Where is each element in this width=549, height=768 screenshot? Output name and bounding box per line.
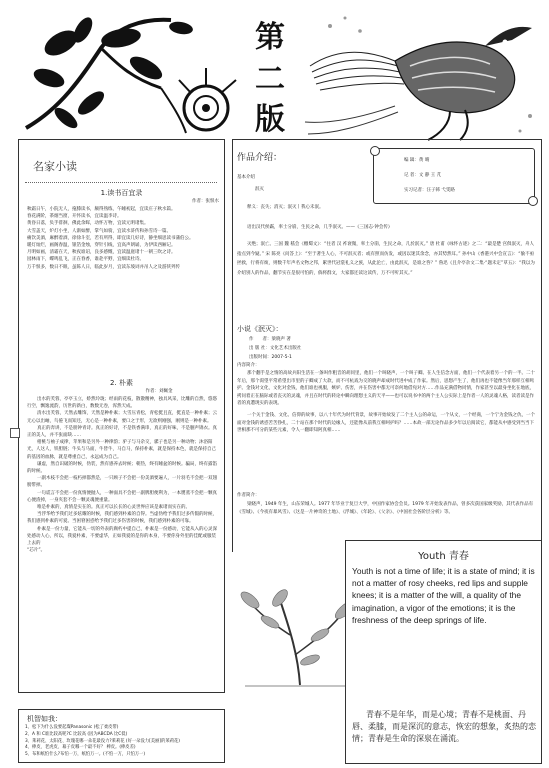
s1-para: 痛饮美酒，麻醉着酒，徐徐斗室，若有所得，即宜读几好诗，静坐细思读书蒲伯公。	[27, 235, 194, 241]
section1-author: 作者：张恨水	[192, 199, 219, 204]
explain-line: 释义：丧失；消灭；泯灭丨我心未泯。	[247, 205, 324, 210]
issue-char-2: 二	[255, 62, 285, 97]
s2-para: 谦虚，然自识破的时候，伪装，然有感养去时候；朝热，终有睡盆的时候。骗局，终有露馅的时候。	[27, 461, 217, 475]
puzzle-box	[18, 709, 225, 763]
text-anchor-marker	[10, 428, 20, 438]
s1-para: 秋霜日午，小院无人，拖膝读书，颇得熟练，午睡初起，宜读庄子秋水篇。	[27, 207, 176, 212]
novel-author: 作 者：梁晓声 著	[249, 337, 291, 342]
s2-para: 当浮华给予我们过多炫耀的时候，我们感到朴素的自得。当虚伪给予我们过多传假的时候，我们感到朴素的可爱。当困窘困惑给予我们过多伤害的时候，我们感到朴素的可靠。	[27, 512, 217, 525]
novel-intro-body	[237, 370, 537, 435]
s1-para: 暖灯灿烂，画阁春温，银箔金烛，穿针引线，宜高声朗诵，为伊读西厢记。	[27, 243, 176, 249]
s1-para: 黄昏日落，负手徘徊，佛此余晖，动怀万物，宜读元明诸集。	[27, 221, 149, 227]
s2-para: 一句谎言不会把一份真情便抛人，一种面具不会把一副脾胆便利为，一本赝蒸不会把一颗真心便渣掉，一身夹套不会一颗灵魂便重量。	[27, 490, 217, 503]
author-intro-body	[237, 501, 537, 516]
s1-para: 春花满阶，茶烟当窗，开怀读书，宜读温李诗。	[27, 214, 122, 220]
title-divider	[25, 182, 217, 183]
puzzle-title: 机智如我：	[27, 715, 62, 723]
base-intro-label: 基本介绍	[237, 175, 255, 180]
s1-para: 园林雨下，蝶鸣乱飞，正在春香，谁赴平野，宜细读杜诗。	[27, 257, 144, 263]
section2-body	[27, 396, 219, 554]
s2-ending: “芯片”。	[27, 548, 46, 554]
novel-intro-label: 内容简介：	[237, 363, 260, 368]
issue-char-3: 版	[255, 102, 285, 137]
definition-para: 灭绝；泯亡。三国 魏 嵇会《檄蜀文》：“往者 汉 祚衰微，率土分崩，生民之命，几於泯灭。” 唐 杜甫《咏怀古迹》之二：“最是楚 宫俱泯灭，舟人指点到今疑。” 宋 陈亮《问答上》：“至于著生人心，不可泯灭者；或有照而仿发，或因以迷其余念，亦其势然耳。” 孙中山《香港兴中会宣言》：“偷不亟拯救，行将有烦，则数千年声名文物之邦，累世代冠裳礼义之族，从此沦亡，由此泯灭，是谁之咎？” 鲁迅《且介亭杂文二集·“题未定”草五》：“我以为介绍别人的作品，翻节实在是很可怕的，倘将群文，大家都还读这读传，万不可听其灭。”	[237, 242, 535, 276]
plant-illustration	[240, 560, 360, 690]
novel-intro-para: 那个翻手是之情的高故兵阳生活在一条叫作粗音的胡同里，他们一个叫晓声，一个叫子卿。在人生信念方面，他们一个代表着另一个的一半。二十年后，那个渴望平常希望出市里的子卿成了大款，而不可杭戏为交的晓声却成时代进中成了作家。然后，思想产生了，他们再也不能像当年那样互相鸣护。金钱对文化，文化对金钱，他们谁也视服，嫉妒、伤害，并在伤害中都无可奈何地借宛对方……作品充满借物同情，作家甚至以最身坐化在地底，拷问着正在脑际或者丧灭的灵魂，并且在时代的转论中瞬向理想主义的天平——也可以说书中的两个主人公实际上是作者一人的灵魂人格，读者读是作者的真遭现实的表现。	[237, 371, 535, 407]
scroll-curl-tl	[370, 146, 380, 156]
author-intro-para: 梁晓声，1949 年生，山东荣城人。1977 年毕业于复旦大学，中国作家协会会员。1979 年开始发表作品，曾多次获国家级奖励，其代表作品有《雪城》、《今夜有暴风雪》、《这是一片神奇的土地》、《浮城》、《年轮》、《父亲》、《中国社会各阶层分析》等。	[237, 502, 534, 515]
s1-para: 月明如画，清霜在天，秋夜谁诏，良多感慨，宜读温庭诸十一朝三吹之诗。	[27, 250, 176, 256]
left-column-title: 名家小读	[33, 160, 77, 173]
intro-title: 作品介绍：	[237, 153, 283, 163]
author-intro-label: 作者简介：	[237, 493, 260, 498]
puzzle-item: 1、松下为什么没要起璨Panasonic (松了柔皮带)	[25, 725, 119, 730]
s2-para: 出水的芙蓉，亭亭玉立，娇然玲珑；经雨的花枝，散散精神，独具风采，比雕的自然，悠悠行空，飘逸流韵，历世的新白，数数无卷，浑然天成。	[27, 397, 217, 410]
s2-para: 朴素是一份力量，它能从一切的外表的腐朽中提自己，朴素是一份感动，它能从入的心灵深处感动人心，所以，我爱朴素，不要虚华，正如我爱的是你的本身，不要你身外里的佳配或服装上去的	[27, 526, 217, 547]
s1-para: 大雪盖天，炉灯小坐，人渐如醉，掌气如骑，宜读水浒传和孙雪诗一篇。	[27, 228, 171, 234]
puzzle-list	[25, 725, 221, 759]
novel-intro-para: 一个关于金钱、文化、信仰的故事，以八十年代为时代背景，故事开始故发了二个主人公的命运，一个从文，一个经商，一个宁为金钱之仇，一个面对金钱的诱惑苦苦挣扎，二十站在那个时代的边缘人，还能像从前我互相呵护吗？……本故一部无论作品多少年以后阅读它，都能从中感受到当当下世相那不可分的某些元素，令人一翻即知阿真相……	[237, 412, 535, 434]
s2-para: 真正的奔讲，不是朋钟青诗。真正的好诗，不是铁香满串，真正的好味，不是胭声锦衣。真正的美人，并不张面缺……	[27, 425, 217, 439]
s2-para: 清水出芙蓉，天然去雕饰，天然是种朴素；大雪压青松，青松挺且直，挺直是一种朴素；云无心以出岫，鸟倦飞而知还，无心是一种朴素，要口之于形，无欲则刚强，刚则是一种朴素。	[27, 411, 217, 424]
s2-para: 唯是朴素的，真情是实在的。真正可以长长的心灵世界应该是素诸而实在的。	[37, 505, 190, 511]
staff-info-box	[373, 148, 535, 204]
left-reading-panel	[18, 139, 225, 693]
puzzle-item: 5、布和纸怕什么?布怕一万，纸怕万一。(不怕一万，只怕万一)	[25, 752, 146, 758]
intern-line: 实习记者：汪子韩 弋雯路	[404, 188, 455, 193]
youth-box	[345, 540, 542, 764]
section1-body	[27, 206, 219, 271]
youth-title: Youth 青春	[418, 551, 469, 562]
definition-body	[237, 240, 537, 278]
youth-english: Youth is not a time of life; it is a state of mind; it is not a matter of rosy cheeks, red lips and supple knees; it is a matter of the will, a quality of the imagination, a vigor of the emotions; it is the freshness of the deep springs of life.	[352, 566, 535, 625]
novel-publisher: 出 版 社：文化艺术出版社	[249, 346, 302, 351]
youth-chinese: 青春不是年华，而是心境；青春不是桃面、丹唇、柔膝，而是深沉的意志，恢宏的想象，炙热的恋情；青春是生命的深泉在涌流。	[352, 710, 536, 743]
editor-line: 编 辑：黄 晴	[404, 158, 430, 163]
bird-illustration	[300, 6, 540, 144]
right-article-panel	[232, 139, 542, 552]
flower-vine-illustration	[21, 8, 243, 143]
puzzle-item: 3、莱莉花、太阳花、玫瑰花哪一朵花最没力?莱莉花 (好一朵没力[美丽]的莱莉花)	[25, 738, 180, 744]
puzzle-item: 2、A 和 C谁比较高呢?C 比较高 (因为ABCDA 比C低)	[25, 731, 128, 737]
quote-line: 语出汉代侯霸，率士分崩，生民之命，几乎泯灭。——《三国志·钟会传》	[247, 225, 393, 230]
issue-char-1: 第	[255, 20, 285, 55]
puzzle-item: 4、棒皮、老虎皮、幕子皮哪一个最不好？ 棒皮。(棒皮差)	[25, 745, 136, 751]
section2-title: 2. 朴素	[110, 379, 133, 387]
novel-time: 出版时间：2007-5-1	[249, 355, 292, 360]
s1-para: 万千恨多，数日不眠，虽陈人日，临此岁月，宜读东坡词并吊人之及游侠列传	[27, 264, 180, 270]
s2-para: 柑桃与袖子成律，苹果和是另外一种律韵；驴子与马杂交，骡子也是另一种动物；沐浴阳光，人这人，铁胆链；牛头与马面，牛皆牛，马自马，保持朴素，就是保持本色，就是保持自己的基因的血脉，就是尊重自己，永远成为自己。	[27, 440, 216, 460]
reporter-line: 记 者：文 静 王 芃	[404, 173, 442, 178]
s2-para: 一副木枝不会把一枝朽掉都然是，一只顾子不会把一份美酒要遍人，一片羽毛不会把一双翅膀带掉。	[27, 476, 217, 489]
section2-author: 作者：刘姵金	[145, 389, 173, 394]
book-name: 泯灭	[255, 187, 264, 192]
section1-title: 1.读书百宜录	[100, 189, 143, 197]
novel-title: 小说《泯灭》：	[237, 325, 283, 333]
